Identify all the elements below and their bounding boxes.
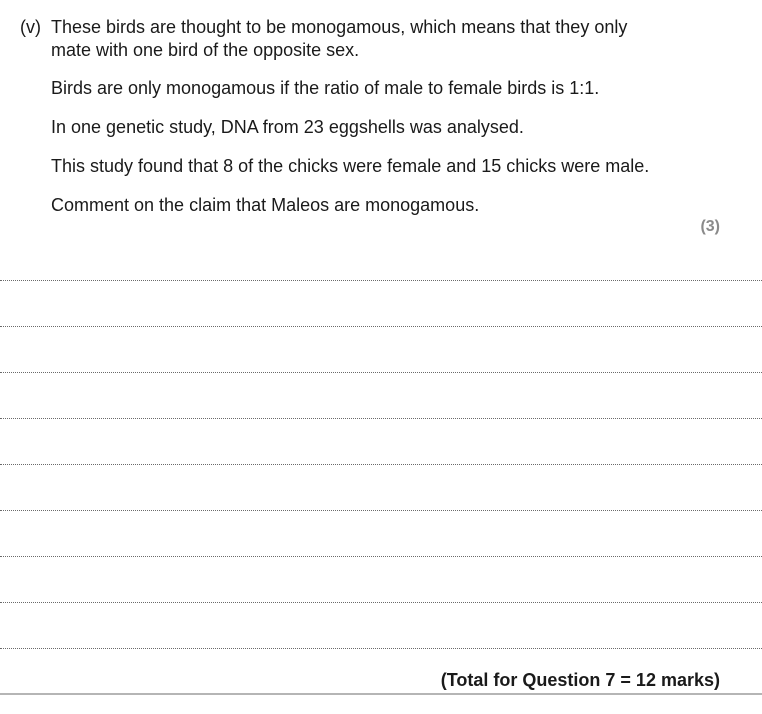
- answer-line[interactable]: [0, 556, 762, 557]
- answer-line[interactable]: [0, 602, 762, 603]
- ratio-statement: Birds are only monogamous if the ratio of male to female birds is 1:1.: [51, 78, 600, 98]
- findings-statement: This study found that 8 of the chicks were female and 15 chicks were male.: [51, 156, 650, 176]
- answer-line[interactable]: [0, 326, 762, 327]
- page-divider: [0, 693, 762, 695]
- study-statement: In one genetic study, DNA from 23 eggshells was analysed.: [51, 117, 524, 137]
- question-total: (Total for Question 7 = 12 marks): [440, 670, 720, 690]
- question-intro-line-2: mate with one bird of the opposite sex.: [51, 40, 360, 60]
- question-intro-line-1: These birds are thought to be monogamous, which means that they only: [51, 17, 628, 37]
- marks-badge: (3): [700, 218, 720, 235]
- question-prompt: Comment on the claim that Maleos are monogamous.: [51, 195, 480, 215]
- answer-line[interactable]: [0, 464, 762, 465]
- answer-area[interactable]: [0, 280, 762, 694]
- answer-line[interactable]: [0, 648, 762, 649]
- answer-line[interactable]: [0, 280, 762, 281]
- question-label: (v): [20, 17, 41, 37]
- question-intro: [51, 16, 627, 62]
- answer-line[interactable]: [0, 510, 762, 511]
- answer-line[interactable]: [0, 418, 762, 419]
- answer-line[interactable]: [0, 372, 762, 373]
